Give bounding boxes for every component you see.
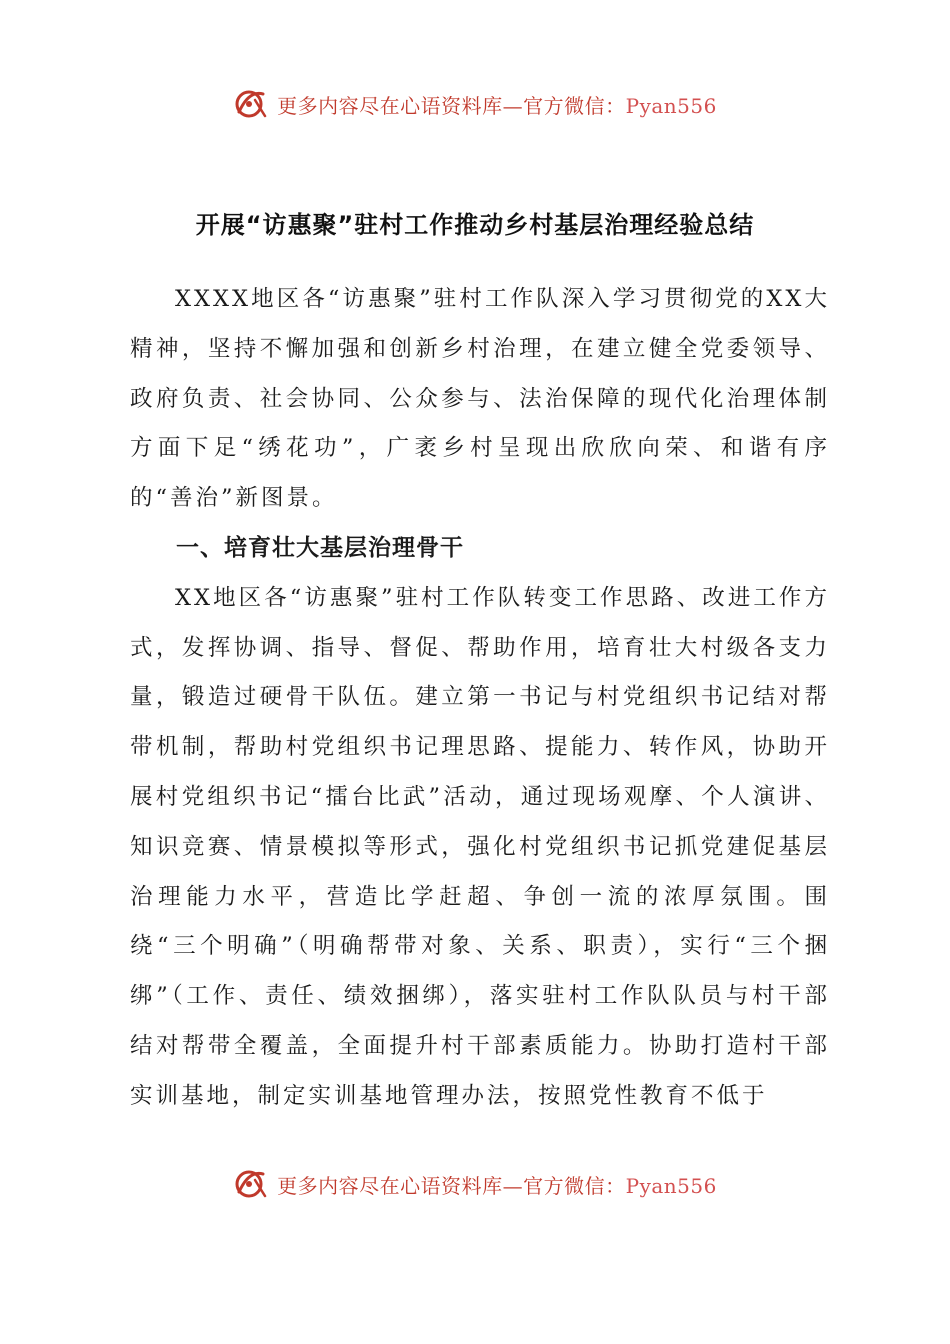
wechat-id: Pyan556 <box>625 93 717 118</box>
watermark-text: 更多内容尽在心语资料库—官方微信：Pyan556 <box>277 1173 717 1198</box>
section-heading: 一、培育壮大基层治理骨干 <box>176 534 464 561</box>
document-body <box>130 275 830 1122</box>
wechat-id: Pyan556 <box>625 1173 717 1198</box>
section-paragraph: XX地区各“访惠聚”驻村工作队转变工作思路、改进工作方式，发挥协调、指导、督促、帮助作用，培育壮大村级各支力量，锻造过硬骨干队伍。建立第一书记与村党组织书记结对帮带机制，帮助村党组织书记理思路、提能力、转作风，协助开展村党组织书记“擂台比武”活动，通过现场观摩、个人演讲、知识竞赛、情景模拟等形式，强化村党组织书记抓党建促基层治理能力水平，营造比学赶超、争创一流的浓厚氛围。围绕“三个明确”（明确帮带对象、关系、职责），实行“三个捆绑”（工作、责任、绩效捆绑），落实驻村工作队队员与村干部结对帮带全覆盖，全面提升村干部素质能力。协助打造村干部实训基地，制定实训基地管理办法，按照党性教育不低于 <box>130 584 830 1109</box>
watermark-text: 更多内容尽在心语资料库—官方微信：Pyan556 <box>277 93 717 118</box>
pen-swirl-logo-icon <box>233 1166 269 1202</box>
pen-swirl-logo-icon <box>233 86 269 122</box>
document-title: 开展“访惠聚”驻村工作推动乡村基层治理经验总结 <box>195 211 755 239</box>
footer-watermark-banner <box>0 1162 950 1206</box>
intro-paragraph: XXXX地区各“访惠聚”驻村工作队深入学习贯彻党的XX大精神，坚持不懈加强和创新乡村治理，在建立健全党委领导、政府负责、社会协同、公众参与、法治保障的现代化治理体制方面下足“绣花功”，广袤乡村呈现出欣欣向荣、和谐有序的“善治”新图景。 <box>130 286 830 512</box>
header-watermark-banner <box>0 82 950 126</box>
